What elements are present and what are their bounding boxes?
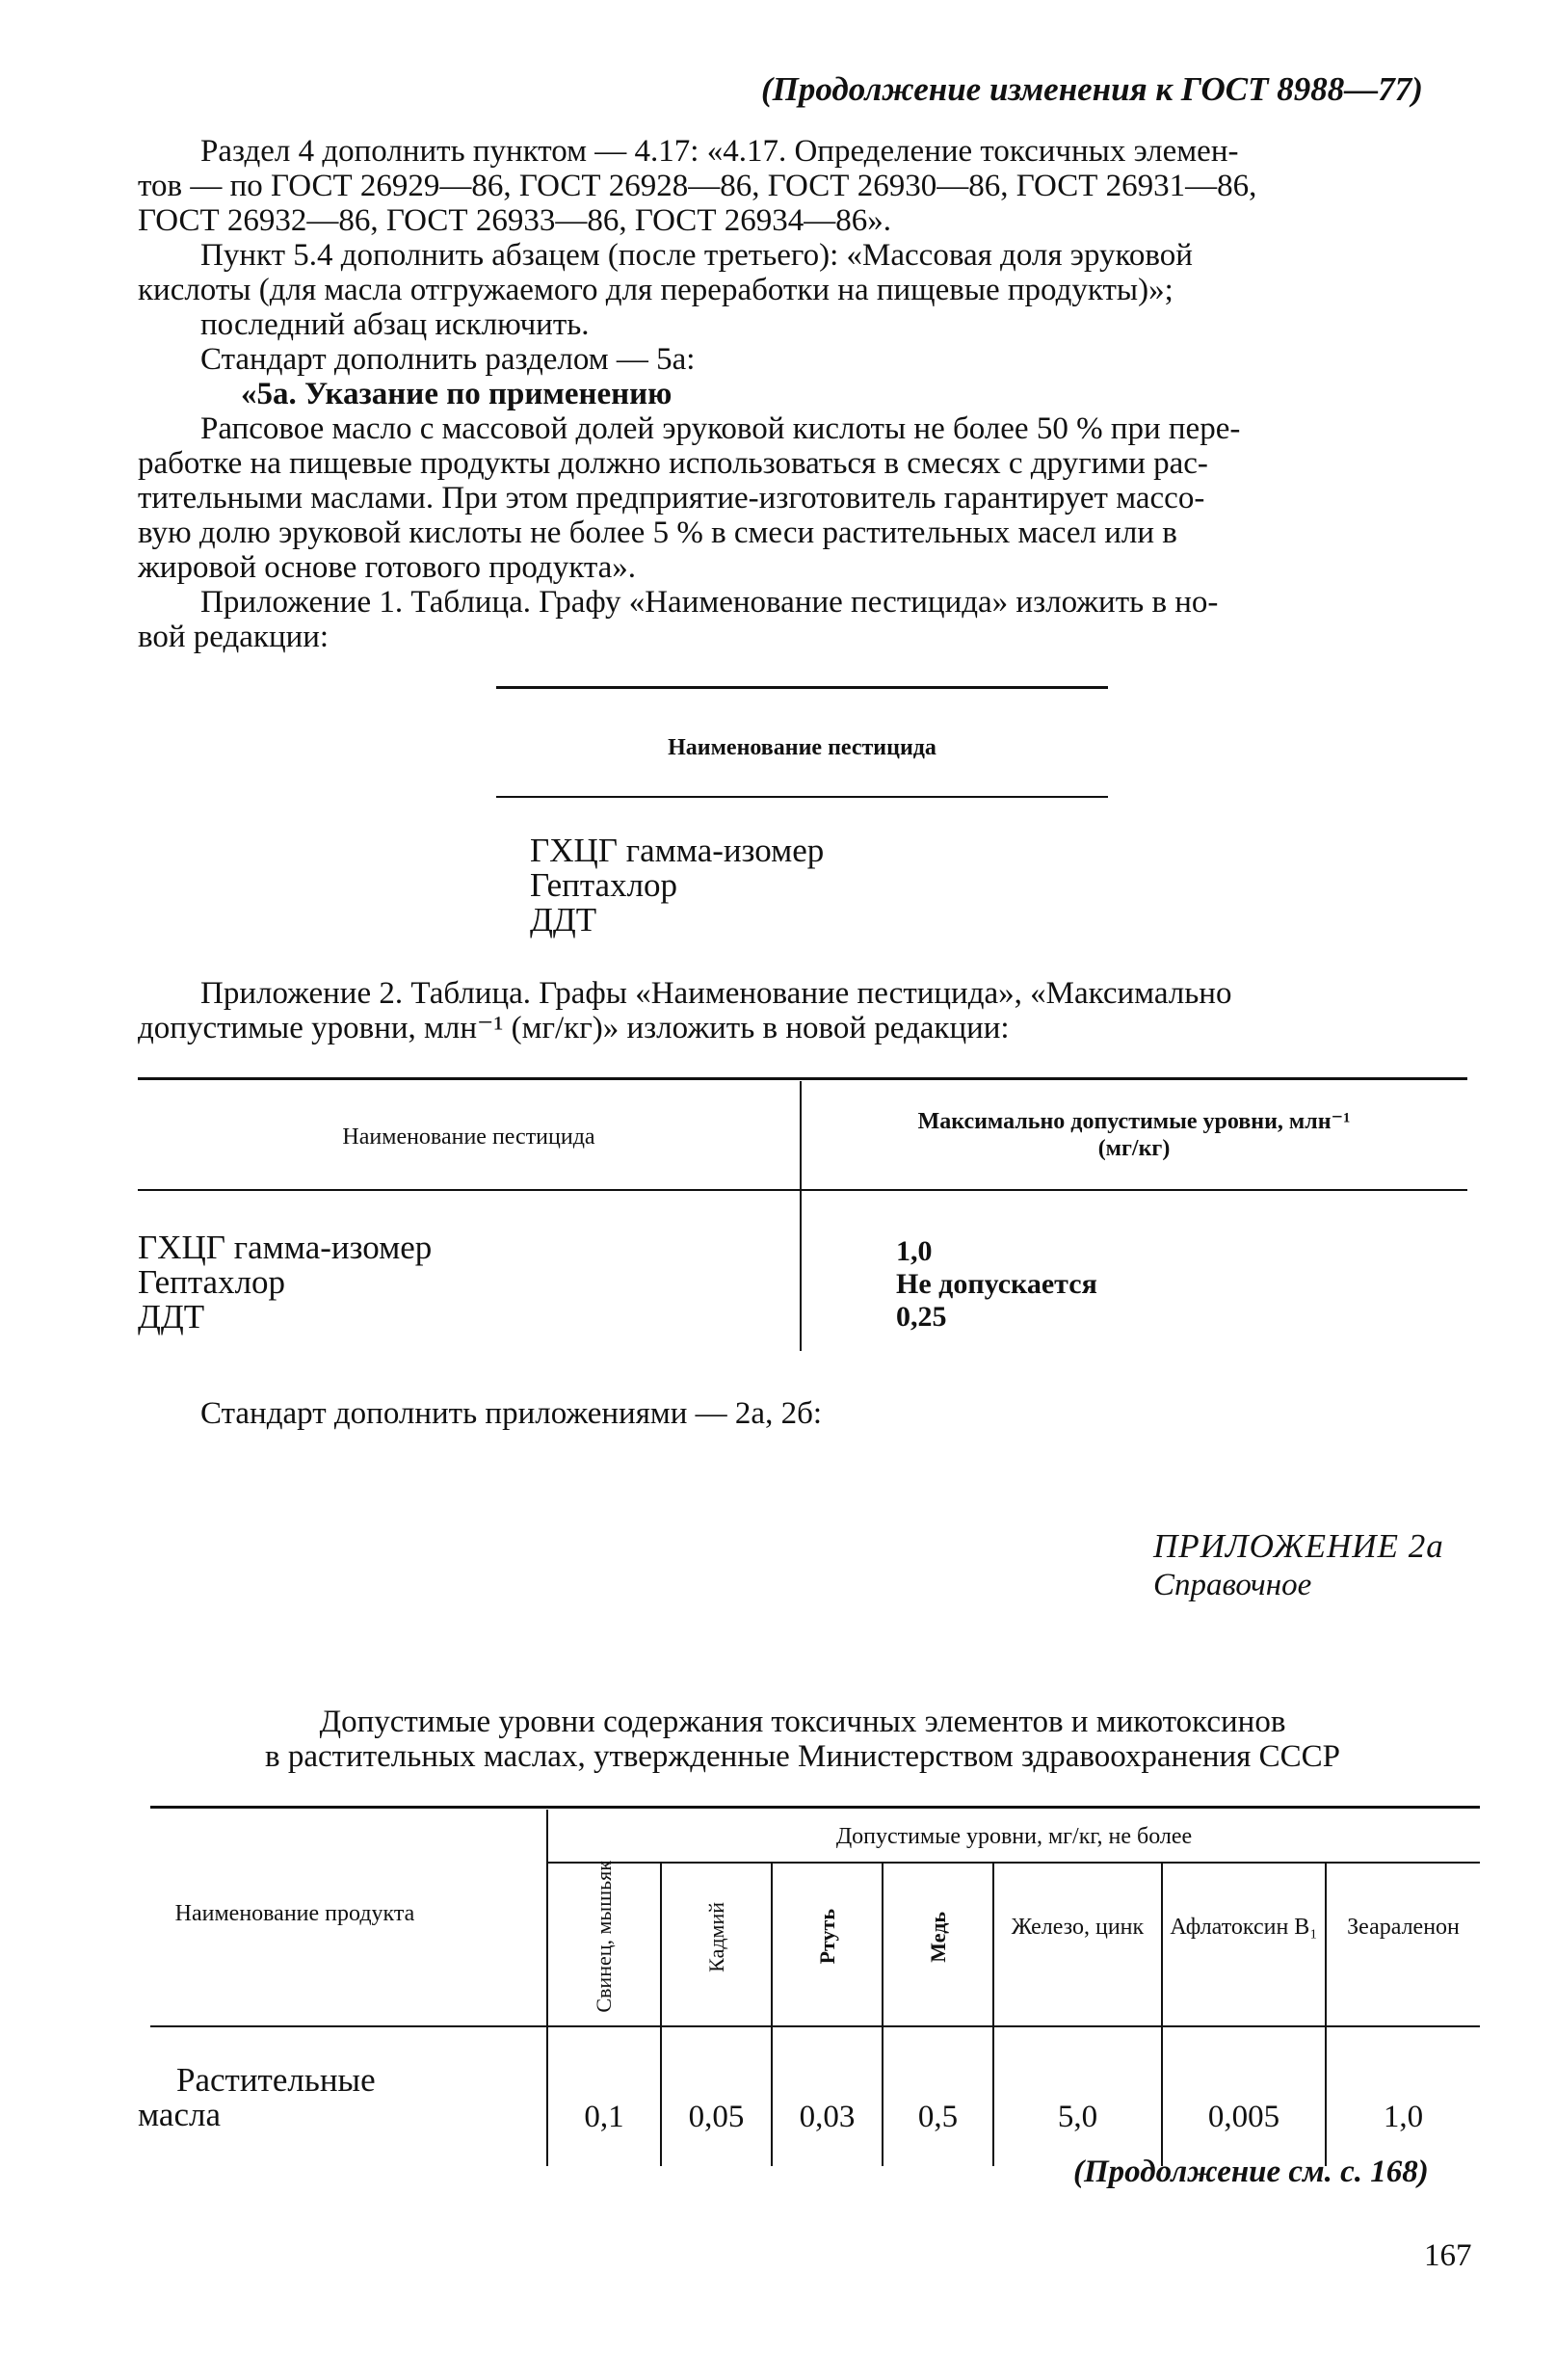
table1-row-1: ГХЦГ гамма-изомер bbox=[530, 832, 825, 869]
table3-value-mercury: 0,03 bbox=[799, 2100, 856, 2134]
appendix2a-subtitle: Справочное bbox=[1153, 1568, 1312, 1602]
add-appendix-line: Стандарт дополнить приложениями — 2а, 2б: bbox=[200, 1396, 823, 1431]
table2-col2-header-1: Максимально допустимые уровни, млн⁻¹ bbox=[917, 1109, 1351, 1134]
table3-col-product-label: Наименование продукта bbox=[174, 1901, 415, 1926]
table3-row-product-2: масла bbox=[138, 2096, 221, 2133]
table3-col-aflatoxin-label: Афлатоксин B₁ bbox=[1170, 1915, 1318, 1940]
table3-col-cadmium-label: Кадмий bbox=[703, 1901, 728, 1972]
body-line-13: жировой основе готового продукта». bbox=[138, 550, 637, 585]
body-line-8: «5а. Указание по применению bbox=[241, 377, 673, 411]
table3-col-zearalenone bbox=[1327, 1914, 1480, 1941]
table3-col-product-header bbox=[150, 1900, 439, 1927]
appendix2a-caption-1: Допустимые уровни содержания токсичных элементов и микотоксинов bbox=[319, 1705, 1286, 1739]
table3-value-iron-zinc: 5,0 bbox=[1057, 2100, 1098, 2134]
appendix2-line-1: Приложение 2. Таблица. Графы «Наименование пестицида», «Максимально bbox=[200, 976, 1232, 1011]
table2-row-name-3: ДДТ bbox=[138, 1298, 205, 1335]
table2-row-name-2: Гептахлор bbox=[138, 1263, 286, 1301]
table3-group-rule bbox=[548, 1862, 1480, 1864]
table3-value-lead-arsenic: 0,1 bbox=[584, 2100, 624, 2134]
page-number: 167 bbox=[1424, 2238, 1472, 2273]
body-line-3: ГОСТ 26932—86, ГОСТ 26933—86, ГОСТ 26934—86». bbox=[138, 203, 891, 238]
body-line-15: вой редакции: bbox=[138, 620, 330, 654]
appendix2a-caption-2: в растительных маслах, утвержденные Министерством здравоохранения СССР bbox=[265, 1739, 1340, 1774]
table3-row-product-1: Растительные bbox=[176, 2061, 376, 2099]
body-line-9: Рапсовое масло с массовой долей эруковой кислоты не более 50 % при пере- bbox=[200, 411, 1241, 446]
table3-col-copper bbox=[883, 1869, 992, 2004]
table2-col2-header-2: (мг/кг) bbox=[1097, 1136, 1171, 1161]
table3-col-lead-arsenic bbox=[548, 1861, 660, 2013]
table3-col-copper-label: Медь bbox=[925, 1911, 950, 1963]
appendix2-line-2: допустимые уровни, млн⁻¹ (мг/кг)» изложить в новой редакции: bbox=[138, 1011, 1010, 1045]
table3-col-iron-zinc-label: Железо, цинк bbox=[1011, 1915, 1145, 1940]
table3-group-header: Допустимые уровни, мг/кг, не более bbox=[835, 1824, 1193, 1849]
table2-row-value-2: Не допускается bbox=[896, 1268, 1097, 1300]
body-line-6: последний абзац исключить. bbox=[200, 307, 590, 342]
table3-col-mercury-label: Ртуть bbox=[814, 1909, 839, 1965]
table2-col1-header: Наименование пестицида bbox=[342, 1124, 595, 1150]
table3-value-cadmium: 0,05 bbox=[688, 2100, 745, 2134]
table2-row-value-3: 0,25 bbox=[896, 1301, 947, 1333]
appendix2a-title: ПРИЛОЖЕНИЕ 2а bbox=[1153, 1527, 1444, 1565]
table3-value-copper: 0,5 bbox=[917, 2100, 959, 2134]
body-line-1: Раздел 4 дополнить пунктом — 4.17: «4.17. Определение токсичных элемен- bbox=[200, 134, 1239, 169]
body-line-5: кислоты (для масла отгружаемого для переработки на пищевые продукты)»; bbox=[138, 273, 1174, 307]
table3-header-rule bbox=[150, 2025, 1480, 2027]
table1-top-rule bbox=[496, 686, 1108, 689]
table3-col-iron-zinc bbox=[994, 1914, 1161, 1941]
body-line-7: Стандарт дополнить разделом — 5а: bbox=[200, 342, 696, 377]
table3-col-cadmium bbox=[662, 1869, 771, 2004]
body-line-11: тительными маслами. При этом предприятие-изготовитель гарантирует массо- bbox=[138, 481, 1205, 516]
continuation-header: (Продолжение изменения к ГОСТ 8988—77) bbox=[761, 70, 1423, 108]
table1-row-2: Гептахлор bbox=[530, 866, 678, 904]
table3-top-rule bbox=[150, 1806, 1480, 1809]
body-line-14: Приложение 1. Таблица. Графу «Наименование пестицида» изложить в но- bbox=[200, 585, 1219, 620]
table2-header-rule bbox=[138, 1189, 1467, 1191]
table3-col-aflatoxin bbox=[1163, 1914, 1325, 1941]
table1-header-rule bbox=[496, 796, 1108, 798]
table2-row-name-1: ГХЦГ гамма-изомер bbox=[138, 1229, 433, 1266]
body-line-10: работке на пищевые продукты должно использоваться в смесях с другими рас- bbox=[138, 446, 1208, 481]
table3-value-zearalenone: 1,0 bbox=[1383, 2100, 1424, 2134]
table3-col-mercury bbox=[773, 1869, 882, 2004]
table3-value-aflatoxin: 0,005 bbox=[1207, 2100, 1280, 2134]
table3-col-lead-arsenic-label: Свинец, мышьяк bbox=[592, 1861, 616, 2013]
table1-row-3: ДДТ bbox=[530, 901, 597, 939]
body-line-2: тов — по ГОСТ 26929—86, ГОСТ 26928—86, ГОСТ 26930—86, ГОСТ 26931—86, bbox=[138, 169, 1257, 203]
body-line-12: вую долю эруковой кислоты не более 5 % в смеси растительных масел или в bbox=[138, 516, 1177, 550]
body-line-4: Пункт 5.4 дополнить абзацем (после третьего): «Массовая доля эруковой bbox=[200, 238, 1193, 273]
table1-header: Наименование пестицида bbox=[668, 735, 936, 760]
table2-top-rule bbox=[138, 1077, 1467, 1080]
table2-row-value-1: 1,0 bbox=[896, 1235, 933, 1267]
continuation-footer: (Продолжение см. с. 168) bbox=[1073, 2155, 1429, 2189]
table3-col-zearalenone-label: Зеараленон bbox=[1347, 1915, 1460, 1940]
